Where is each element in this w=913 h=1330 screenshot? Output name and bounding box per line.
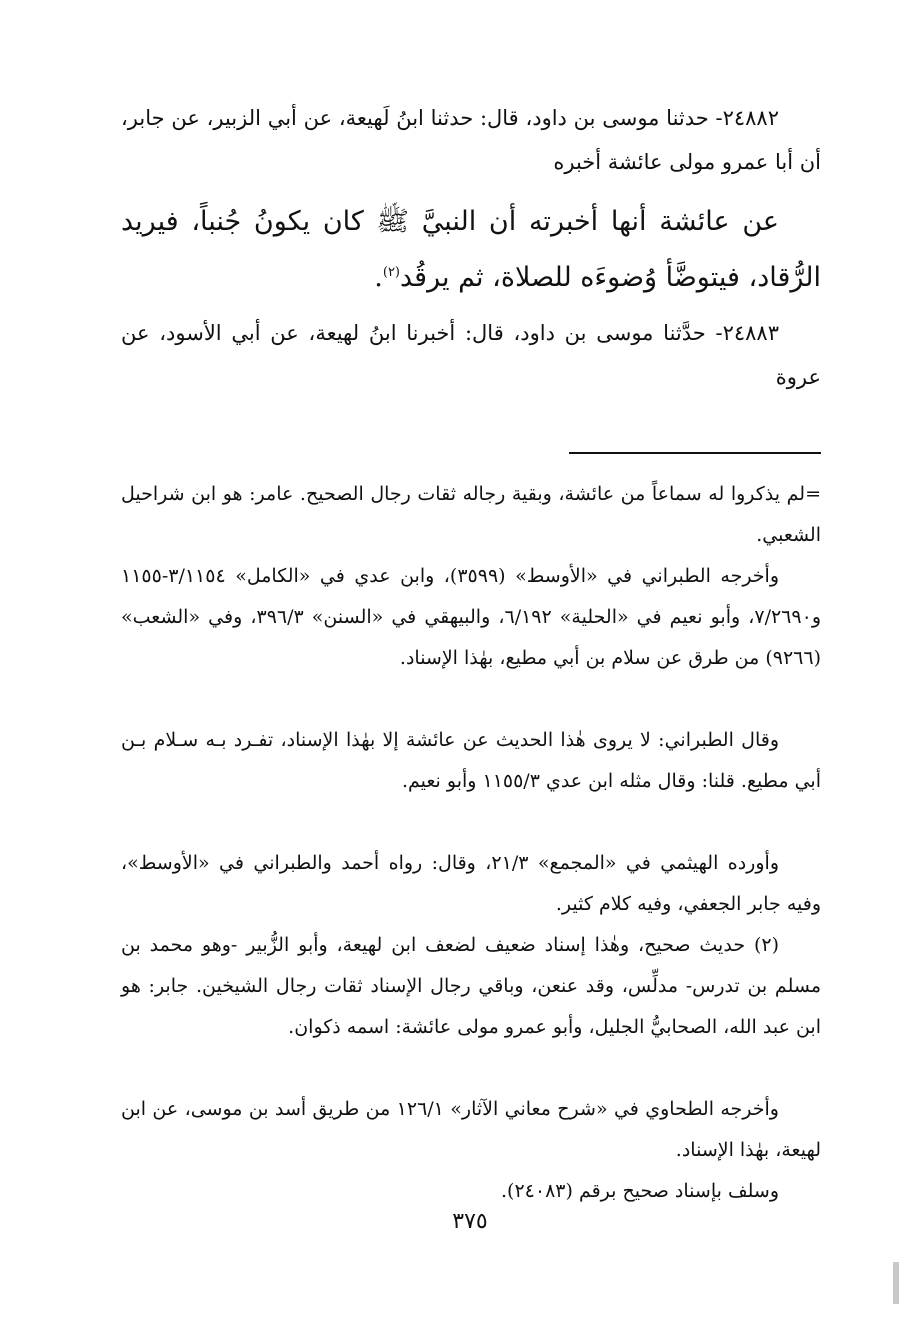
footnote-tahawi: وأخرجه الطحاوي في «شرح معاني الآثار» ١٢٦/١ من طريق أسد بن موسى، عن ابن لهيعة، بهٰذا الإسناد. bbox=[121, 1098, 821, 1161]
footnote-haythami: وأورده الهيثمي في «المجمع» ٢١/٣، وقال: رواه أحمد والطبراني في «الأوسط»، وفيه جابر الجعفي، وفيه كلام كثير. bbox=[121, 852, 821, 915]
hadith-24882-matn-text: عن عائشة أنها أخبرته أن النبيَّ ﷺ كان يكونُ جُنباً، فيريد الرُّقاد، فيتوضَّأ وُضوءَه للصلاة، ثم يرقُد bbox=[121, 206, 821, 293]
hadith-24882-matn-end: . bbox=[374, 262, 383, 293]
hadith-24883-narration: ٢٤٨٨٣- حدَّثنا موسى بن داود، قال: أخبرنا ابنُ لهيعة، عن أبي الأسود، عن عروة bbox=[121, 321, 821, 389]
hadith-24882-narration: ٢٤٨٨٢- حدثنا موسى بن داود، قال: حدثنا ابنُ لَهيعة، عن أبي الزبير، عن جابر، أن أبا عمرو مولى عائشة أخبره bbox=[121, 106, 821, 174]
page-number: ٣٧٥ bbox=[452, 1209, 488, 1234]
hadith-24882-matn bbox=[121, 194, 821, 306]
footnote-separator bbox=[569, 452, 821, 454]
footnote-tabarani-comment: وقال الطبراني: لا يروى هٰذا الحديث عن عائشة إلا بهٰذا الإسناد، تفـرد بـه سـلام بـن أبي مطيع. قلنا: وقال مثله ابن عدي ١١٥٥/٣ وأبو نعيم. bbox=[121, 729, 821, 792]
footnote-2: (٢) حديث صحيح، وهٰذا إسناد ضعيف لضعف ابن لهيعة، وأبو الزُّبير -وهو محمد بن مسلم بن تدرس- مدلِّس، وقد عنعن، وباقي رجال الإسناد ثقات رجال الشيخين. جابر: هو ابن عبد الله، الصحابيُّ الجليل، وأبو عمرو مولى عائشة: اسمه ذكوان. bbox=[121, 934, 821, 1038]
footnote-takhrij-tabarani: وأخرجه الطبراني في «الأوسط» (٣٥٩٩)، وابن عدي في «الكامل» ٣/١١٥٤-١١٥٥ و٧/٢٦٩٠، وأبو نعيم في «الحلية» ٦/١٩٢، والبيهقي في «السنن» ٣٩٦/٣، وفي «الشعب» (٩٢٦٦) من طرق عن سلام بن أبي مطيع، بهٰذا الإسناد. bbox=[121, 565, 821, 669]
scan-edge-mark bbox=[893, 1262, 899, 1304]
footnote-continuation: =لم يذكروا له سماعاً من عائشة، وبقية رجاله ثقات رجال الصحيح. عامر: هو ابن شراحيل الشعبي. bbox=[121, 483, 821, 546]
footnote-cross-reference: وسلف بإسناد صحيح برقم (٢٤٠٨٣). bbox=[501, 1180, 779, 1202]
footnote-marker: (٢) bbox=[382, 265, 400, 280]
